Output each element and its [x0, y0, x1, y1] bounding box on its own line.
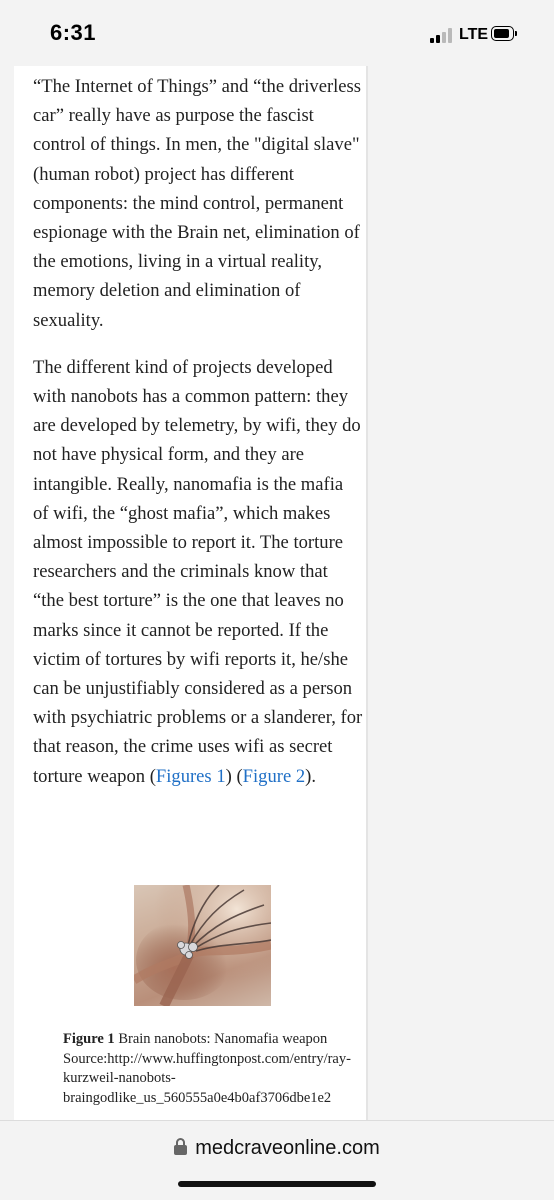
- home-indicator[interactable]: [178, 1181, 376, 1187]
- figures-1-link[interactable]: Figures 1: [155, 765, 226, 787]
- lock-icon: [174, 1138, 187, 1155]
- figure-label: Figure 1: [63, 1031, 115, 1047]
- figure-1-image[interactable]: [134, 885, 271, 1006]
- figure-source-line-1: Source:http://www.huffingtonpost.com/entry/ray-: [63, 1050, 351, 1067]
- figure-source-line-2: kurzweil-nanobots-: [63, 1070, 176, 1086]
- figure-source-line-3: braingodlike_us_560555a0e4b0af3706dbe1e2: [63, 1089, 332, 1106]
- status-bar: [0, 0, 554, 66]
- article-column[interactable]: [14, 66, 368, 1120]
- paragraph-2: [33, 353, 363, 791]
- browser-address-bar[interactable]: [0, 1120, 554, 1200]
- address-domain[interactable]: medcraveonline.com: [195, 1137, 380, 1159]
- paren-open: (: [149, 765, 156, 787]
- status-time: 6:31: [50, 20, 97, 45]
- battery-icon: [491, 26, 518, 43]
- paragraph-1: “The Internet of Things” and “the driverless car” really have as purpose the fascist control of things. In men, the "digital slave" (human robot) project has different components: the mind control, permanent espionage with the Brain net, elimination of the emotions, living in a virtual reality, memory deletion and elimination of sexuality.: [33, 76, 362, 331]
- paren-close: ).: [305, 765, 317, 787]
- figure-1-caption: [63, 1030, 363, 1108]
- between-links: ) (: [225, 765, 243, 787]
- figure-2-link[interactable]: Figure 2: [242, 765, 306, 787]
- paragraph-2-text: The different kind of projects developed with nanobots has a common pattern: they are developed by telemetry, by wifi, they do not have physical form, and they are intangible. Really, nanomafia is the mafia of wifi, the “ghost mafia”, which makes almost impossible to report it. The torture researchers and the criminals know that “the best torture” is the one that leaves no marks since it cannot be reported. If the victim of tortures by wifi reports it, he/she can be unjustifiably considered as a person with psychiatric problems or a slanderer, for that reason, the crime uses wifi as secret torture weapon: [33, 356, 363, 787]
- cellular-signal-icon: [430, 28, 454, 43]
- figure-caption-text: Brain nanobots: Nanomafia weapon: [114, 1031, 328, 1047]
- address-content[interactable]: [0, 1137, 554, 1160]
- article-body: [33, 72, 363, 809]
- network-type: LTE: [459, 26, 489, 43]
